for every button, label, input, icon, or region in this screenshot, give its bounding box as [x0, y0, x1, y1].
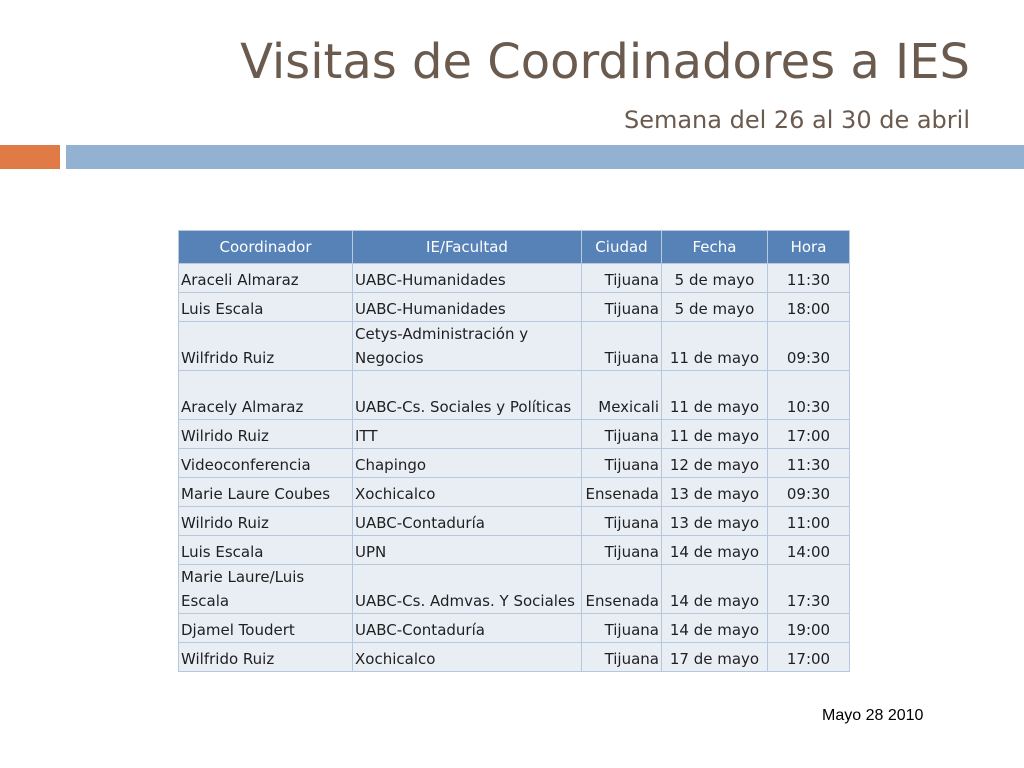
cell-fecha: 13 de mayo — [662, 507, 768, 536]
table-row — [179, 449, 850, 478]
cell-ciudad: Mexicali — [582, 371, 662, 420]
cell-coordinador: Wilfrido Ruiz — [179, 322, 353, 371]
cell-ie-facultad: UABC-Cs. Sociales y Políticas — [353, 371, 582, 420]
slide-title: Visitas de Coordinadores a IES — [240, 34, 970, 90]
cell-coordinador: Djamel Toudert — [179, 614, 353, 643]
cell-hora: 14:00 — [768, 536, 850, 565]
cell-ie-facultad: UABC-Humanidades — [353, 264, 582, 293]
table-row — [179, 643, 850, 672]
cell-hora: 18:00 — [768, 293, 850, 322]
cell-hora: 17:00 — [768, 643, 850, 672]
cell-hora: 17:00 — [768, 420, 850, 449]
cell-ciudad: Tijuana — [582, 536, 662, 565]
table-row — [179, 293, 850, 322]
cell-coordinador: Videoconferencia — [179, 449, 353, 478]
table-header-row — [179, 231, 850, 264]
cell-fecha: 5 de mayo — [662, 293, 768, 322]
cell-ciudad: Tijuana — [582, 643, 662, 672]
cell-fecha: 11 de mayo — [662, 371, 768, 420]
cell-ciudad: Tijuana — [582, 507, 662, 536]
cell-ciudad: Tijuana — [582, 449, 662, 478]
accent-bar-orange — [0, 145, 60, 169]
visits-table — [178, 230, 850, 672]
cell-hora: 09:30 — [768, 322, 850, 371]
table-row — [179, 507, 850, 536]
cell-ie-facultad: UABC-Contaduría — [353, 614, 582, 643]
cell-coordinador: Aracely Almaraz — [179, 371, 353, 420]
cell-ie-facultad: Chapingo — [353, 449, 582, 478]
cell-ciudad: Tijuana — [582, 420, 662, 449]
cell-ie-facultad: Xochicalco — [353, 643, 582, 672]
header-ie-facultad: IE/Facultad — [353, 231, 582, 264]
header-coordinador: Coordinador — [179, 231, 353, 264]
cell-ciudad: Tijuana — [582, 614, 662, 643]
header-fecha: Fecha — [662, 231, 768, 264]
cell-fecha: 14 de mayo — [662, 565, 768, 614]
cell-ie-facultad: ITT — [353, 420, 582, 449]
cell-coordinador: Araceli Almaraz — [179, 264, 353, 293]
accent-bar-blue — [66, 145, 1024, 169]
cell-hora: 17:30 — [768, 565, 850, 614]
cell-fecha: 14 de mayo — [662, 536, 768, 565]
table-row — [179, 478, 850, 507]
cell-ie-facultad: UABC-Cs. Admvas. Y Sociales — [353, 565, 582, 614]
cell-ie-facultad: UABC-Contaduría — [353, 507, 582, 536]
slide-subtitle: Semana del 26 al 30 de abril — [623, 106, 970, 134]
table-row — [179, 264, 850, 293]
table-row — [179, 565, 850, 614]
footer-date: Mayo 28 2010 — [822, 707, 924, 724]
cell-ciudad: Tijuana — [582, 293, 662, 322]
cell-ciudad: Tijuana — [582, 264, 662, 293]
cell-fecha: 11 de mayo — [662, 420, 768, 449]
table-row — [179, 614, 850, 643]
cell-ciudad: Tijuana — [582, 322, 662, 371]
cell-ciudad: Ensenada — [582, 478, 662, 507]
cell-fecha: 17 de mayo — [662, 643, 768, 672]
cell-hora: 10:30 — [768, 371, 850, 420]
table-row — [179, 371, 850, 420]
cell-coordinador: Luis Escala — [179, 536, 353, 565]
cell-coordinador: Wilrido Ruiz — [179, 420, 353, 449]
cell-fecha: 12 de mayo — [662, 449, 768, 478]
table-body — [179, 264, 850, 672]
cell-fecha: 13 de mayo — [662, 478, 768, 507]
cell-ie-facultad: UPN — [353, 536, 582, 565]
cell-coordinador: Wilfrido Ruiz — [179, 643, 353, 672]
cell-ie-facultad: Cetys-Administración y Negocios — [353, 322, 582, 371]
cell-hora: 09:30 — [768, 478, 850, 507]
cell-fecha: 5 de mayo — [662, 264, 768, 293]
cell-coordinador: Luis Escala — [179, 293, 353, 322]
cell-hora: 19:00 — [768, 614, 850, 643]
cell-fecha: 14 de mayo — [662, 614, 768, 643]
cell-ciudad: Ensenada — [582, 565, 662, 614]
cell-ie-facultad: Xochicalco — [353, 478, 582, 507]
header-hora: Hora — [768, 231, 850, 264]
cell-coordinador: Marie Laure/Luis Escala — [179, 565, 353, 614]
cell-fecha: 11 de mayo — [662, 322, 768, 371]
table-row — [179, 322, 850, 371]
cell-ie-facultad: UABC-Humanidades — [353, 293, 582, 322]
cell-hora: 11:00 — [768, 507, 850, 536]
cell-hora: 11:30 — [768, 449, 850, 478]
table-row — [179, 536, 850, 565]
cell-hora: 11:30 — [768, 264, 850, 293]
header-ciudad: Ciudad — [582, 231, 662, 264]
cell-coordinador: Wilrido Ruiz — [179, 507, 353, 536]
cell-coordinador: Marie Laure Coubes — [179, 478, 353, 507]
table-row — [179, 420, 850, 449]
